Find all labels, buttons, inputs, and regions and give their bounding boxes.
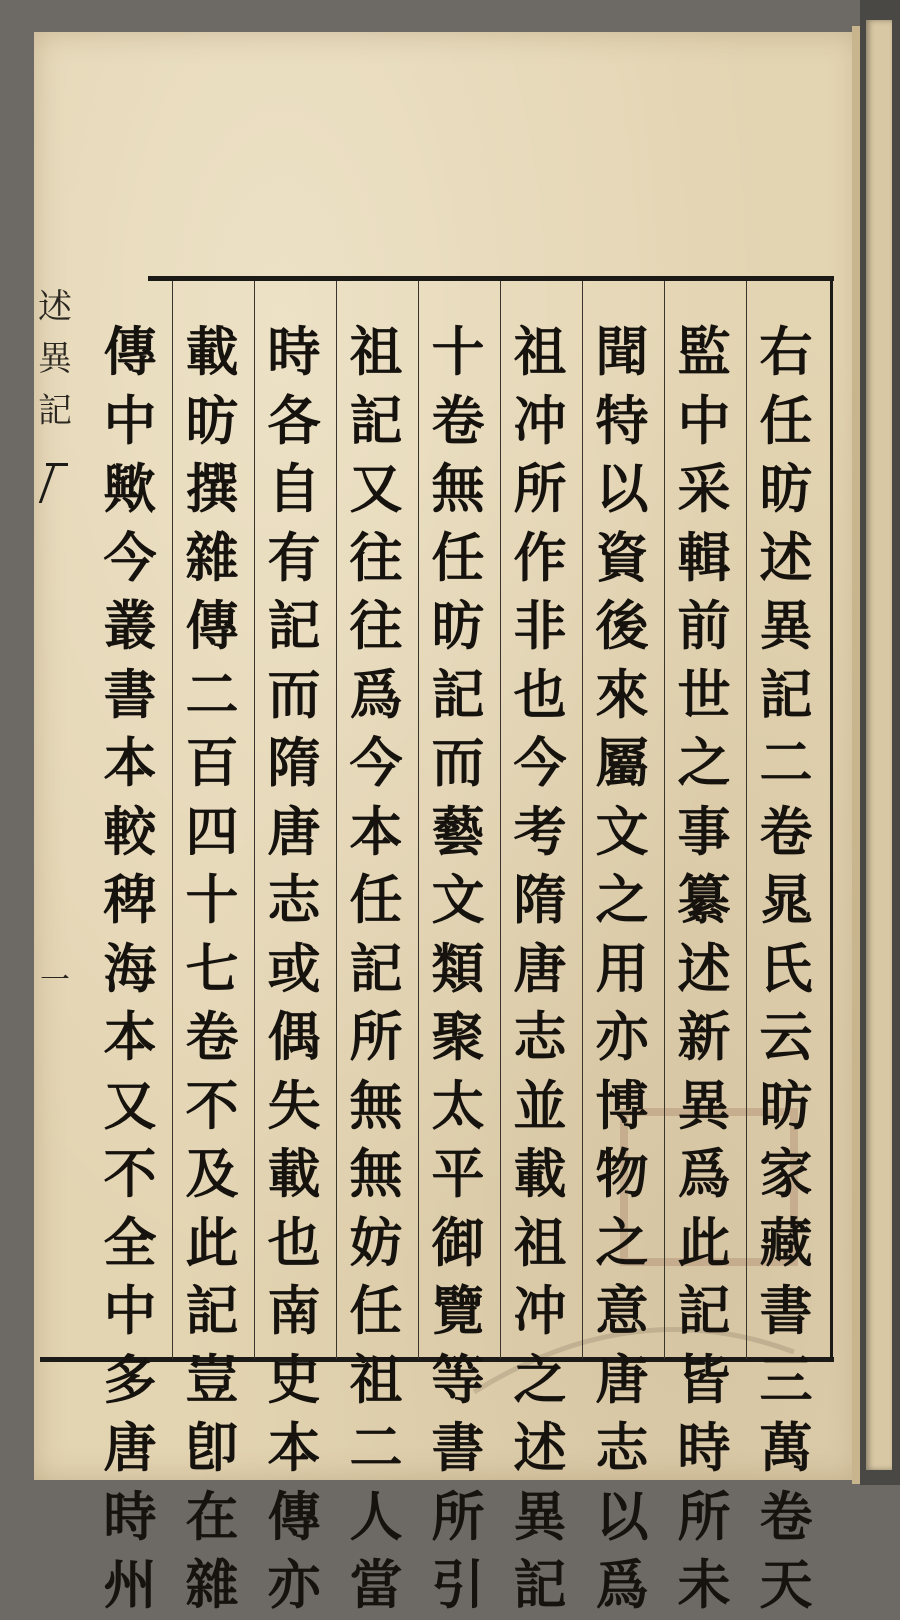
character: 藏: [759, 1211, 813, 1274]
character: 又: [103, 1074, 157, 1137]
character: 引: [431, 1554, 485, 1616]
character: 無: [349, 1074, 403, 1137]
character: 載: [267, 1143, 321, 1205]
character: 後: [595, 595, 649, 657]
character: 傳: [267, 1485, 321, 1548]
column-divider: [418, 281, 419, 1359]
character: 聞: [595, 321, 649, 383]
column-divider: [254, 281, 255, 1359]
character: 多: [103, 1348, 157, 1411]
character: 記: [513, 1554, 567, 1616]
character: 記: [431, 663, 485, 726]
character: 稗: [103, 869, 157, 931]
character: 此: [185, 1211, 239, 1274]
character: 卷: [431, 389, 485, 452]
character: 隋: [267, 732, 321, 794]
text-column-5: [426, 318, 490, 1620]
character: 今: [349, 732, 403, 794]
character: 十: [185, 869, 239, 931]
character: 文: [595, 800, 649, 863]
character: 中: [103, 389, 157, 452]
character: 偶: [267, 1006, 321, 1068]
gutter-char: 述: [38, 287, 72, 327]
character: 三: [759, 1348, 813, 1411]
character: 新: [677, 1006, 731, 1068]
text-column-9: [98, 318, 162, 1620]
character: 非: [513, 595, 567, 657]
character: 祖: [513, 321, 567, 383]
page-edge: [852, 26, 860, 1484]
character: 卽: [185, 1417, 239, 1479]
character: 自: [267, 458, 321, 520]
character: 而: [267, 663, 321, 726]
character: 晁: [759, 869, 813, 931]
character: 任: [349, 1280, 403, 1342]
text-column-8: [180, 318, 244, 1620]
character: 御: [431, 1211, 485, 1274]
character: 當: [349, 1554, 403, 1616]
character: 而: [431, 732, 485, 794]
character: 雜: [185, 1554, 239, 1616]
gutter-char: 記: [38, 391, 72, 431]
fish-tail-mark: [42, 463, 68, 515]
character: 事: [677, 800, 731, 863]
character: 纂: [677, 869, 731, 931]
character: 未: [677, 1554, 731, 1616]
character: 聚: [431, 1006, 485, 1068]
character: 來: [595, 663, 649, 726]
character: 並: [513, 1074, 567, 1137]
character: 四: [185, 800, 239, 863]
character: 所: [349, 1006, 403, 1068]
character: 今: [513, 732, 567, 794]
character: 歟: [103, 458, 157, 520]
character: 意: [595, 1280, 649, 1342]
character: 史: [267, 1348, 321, 1411]
character: 以: [595, 1485, 649, 1548]
character: 或: [267, 937, 321, 1000]
character: 七: [185, 937, 239, 1000]
character: 皆: [677, 1348, 731, 1411]
character: 覽: [431, 1280, 485, 1342]
character: 時: [677, 1417, 731, 1479]
character: 海: [103, 937, 157, 1000]
column-divider: [746, 281, 747, 1359]
character: 類: [431, 937, 485, 1000]
character: 失: [267, 1074, 321, 1137]
character: 亦: [595, 1006, 649, 1068]
character: 十: [431, 321, 485, 383]
character: 所: [431, 1485, 485, 1548]
character: 平: [431, 1143, 485, 1205]
text-column-7: [262, 318, 326, 1620]
character: 今: [103, 526, 157, 589]
page-gutter: [40, 281, 70, 999]
character: 監: [677, 321, 731, 383]
character: 各: [267, 389, 321, 452]
character: 爲: [349, 663, 403, 726]
character: 二: [759, 732, 813, 794]
character: 屬: [595, 732, 649, 794]
character: 志: [267, 869, 321, 931]
character: 在: [185, 1485, 239, 1548]
character: 載: [513, 1143, 567, 1205]
character: 之: [513, 1348, 567, 1411]
character: 唐: [267, 800, 321, 863]
character: 記: [349, 389, 403, 452]
character: 雜: [185, 526, 239, 589]
gutter-char: 異: [38, 339, 72, 379]
character: 較: [103, 800, 157, 863]
frame-right-rule: [830, 278, 833, 1360]
character: 述: [513, 1417, 567, 1479]
text-column-6: [344, 318, 408, 1620]
character: 唐: [595, 1348, 649, 1411]
character: 中: [103, 1280, 157, 1342]
character: 書: [431, 1417, 485, 1479]
character: 無: [431, 458, 485, 520]
character: 及: [185, 1143, 239, 1205]
character: 之: [595, 1211, 649, 1274]
character: 唐: [513, 937, 567, 1000]
character: 州: [103, 1554, 157, 1616]
character: 昉: [759, 1074, 813, 1137]
folio-number: 一: [40, 963, 70, 998]
column-divider: [172, 281, 173, 1359]
character: 冲: [513, 1280, 567, 1342]
character: 唐: [103, 1417, 157, 1479]
book-binding: [860, 0, 900, 1485]
character: 氏: [759, 937, 813, 1000]
character: 資: [595, 526, 649, 589]
character: 天: [759, 1554, 813, 1616]
character: 祖: [513, 1211, 567, 1274]
character: 卷: [185, 1006, 239, 1068]
character: 亦: [267, 1554, 321, 1616]
text-column-2: [672, 318, 736, 1620]
character: 祖: [349, 321, 403, 383]
frame-top-rule: [148, 276, 834, 281]
character: 所: [513, 458, 567, 520]
character: 志: [595, 1417, 649, 1479]
character: 所: [677, 1485, 731, 1548]
character: 異: [759, 595, 813, 657]
text-column-3: [590, 318, 654, 1620]
character: 豈: [185, 1348, 239, 1411]
gutter-title: [38, 281, 72, 437]
character: 祖: [349, 1348, 403, 1411]
character: 家: [759, 1143, 813, 1205]
character: 以: [595, 458, 649, 520]
character: 任: [759, 389, 813, 452]
character: 文: [431, 869, 485, 931]
character: 之: [677, 732, 731, 794]
next-page-edge: [866, 20, 892, 1470]
character: 傳: [185, 595, 239, 657]
character: 博: [595, 1074, 649, 1137]
character: 之: [595, 869, 649, 931]
text-column-4: [508, 318, 572, 1620]
character: 書: [759, 1280, 813, 1342]
character: 中: [677, 389, 731, 452]
character: 右: [759, 321, 813, 383]
character: 昉: [759, 458, 813, 520]
character: 考: [513, 800, 567, 863]
character: 人: [349, 1485, 403, 1548]
character: 叢: [103, 595, 157, 657]
character: 爲: [677, 1143, 731, 1205]
character: 全: [103, 1211, 157, 1274]
character: 異: [513, 1485, 567, 1548]
character: 用: [595, 937, 649, 1000]
character: 記: [759, 663, 813, 726]
character: 不: [185, 1074, 239, 1137]
character: 時: [267, 321, 321, 383]
character: 藝: [431, 800, 485, 863]
character: 撰: [185, 458, 239, 520]
character: 云: [759, 1006, 813, 1068]
character: 任: [349, 869, 403, 931]
character: 太: [431, 1074, 485, 1137]
column-divider: [664, 281, 665, 1359]
character: 時: [103, 1485, 157, 1548]
character: 昉: [185, 389, 239, 452]
character: 記: [267, 595, 321, 657]
character: 特: [595, 389, 649, 452]
character: 本: [103, 1006, 157, 1068]
character: 此: [677, 1211, 731, 1274]
character: 卷: [759, 800, 813, 863]
character: 往: [349, 526, 403, 589]
character: 異: [677, 1074, 731, 1137]
character: 往: [349, 595, 403, 657]
character: 萬: [759, 1417, 813, 1479]
column-divider: [336, 281, 337, 1359]
character: 述: [759, 526, 813, 589]
column-divider: [500, 281, 501, 1359]
character: 記: [349, 937, 403, 1000]
character: 也: [513, 663, 567, 726]
character: 有: [267, 526, 321, 589]
character: 前: [677, 595, 731, 657]
character: 又: [349, 458, 403, 520]
character: 二: [349, 1417, 403, 1479]
character: 百: [185, 732, 239, 794]
character: 世: [677, 663, 731, 726]
character: 作: [513, 526, 567, 589]
character: 記: [185, 1280, 239, 1342]
character: 述: [677, 937, 731, 1000]
character: 采: [677, 458, 731, 520]
character: 卷: [759, 1485, 813, 1548]
text-column-1: [754, 318, 818, 1620]
character: 爲: [595, 1554, 649, 1616]
character: 不: [103, 1143, 157, 1205]
character: 冲: [513, 389, 567, 452]
character: 二: [185, 663, 239, 726]
character: 志: [513, 1006, 567, 1068]
character: 隋: [513, 869, 567, 931]
character: 昉: [431, 595, 485, 657]
character: 記: [677, 1280, 731, 1342]
character: 物: [595, 1143, 649, 1205]
character: 書: [103, 663, 157, 726]
character: 無: [349, 1143, 403, 1205]
character: 任: [431, 526, 485, 589]
character: 南: [267, 1280, 321, 1342]
character: 本: [103, 732, 157, 794]
character: 傳: [103, 321, 157, 383]
character: 妨: [349, 1211, 403, 1274]
character: 本: [349, 800, 403, 863]
character: 載: [185, 321, 239, 383]
character: 輯: [677, 526, 731, 589]
character: 等: [431, 1348, 485, 1411]
character: 本: [267, 1417, 321, 1479]
column-divider: [582, 281, 583, 1359]
character: 也: [267, 1211, 321, 1274]
